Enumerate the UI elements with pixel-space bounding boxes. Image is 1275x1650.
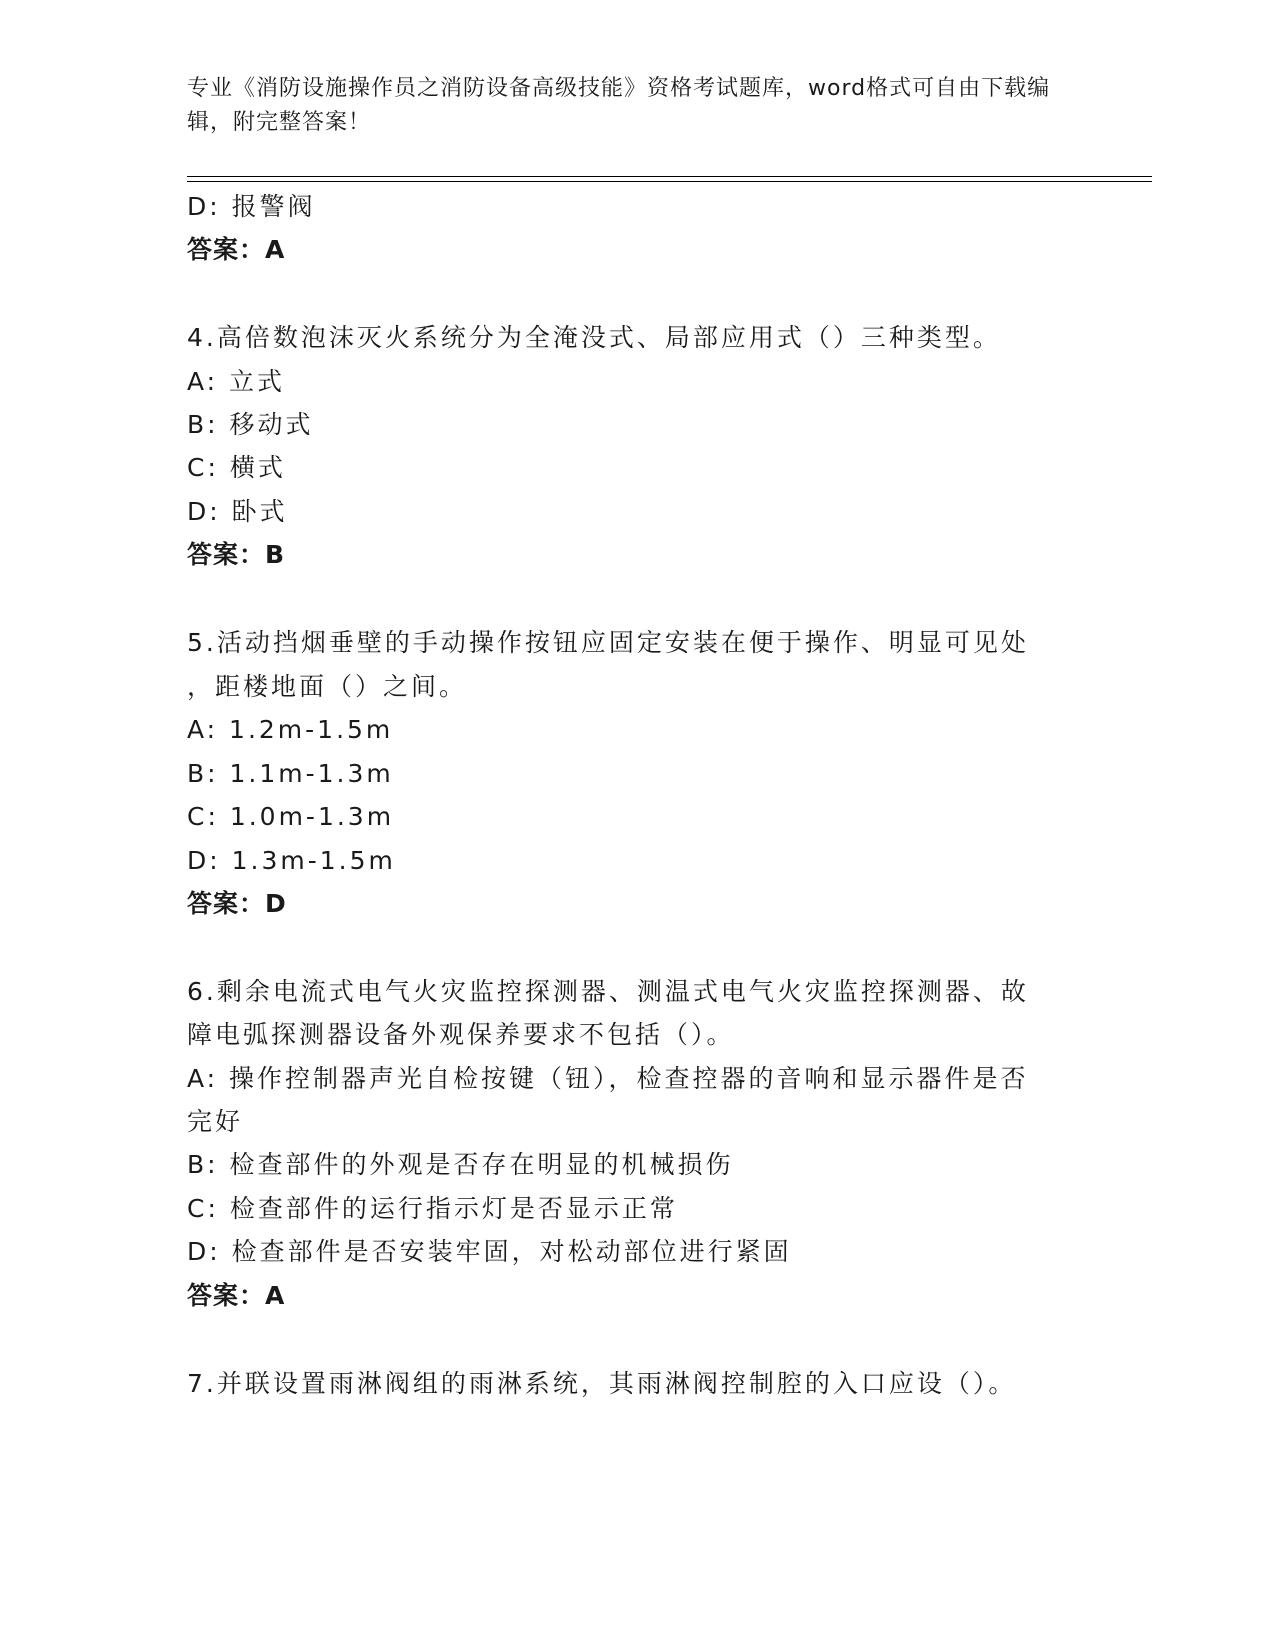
question-5-line1: 5.活动挡烟垂壁的手动操作按钮应固定安装在便于操作、明显可见处 [187, 628, 1029, 657]
q6-answer: 答案：A [187, 1281, 286, 1310]
q4-option-b: B: 移动式 [187, 410, 314, 439]
option-d: D: 报警阀 [187, 192, 316, 221]
q4-option-d: D: 卧式 [187, 497, 288, 526]
question-4: 4.高倍数泡沫灭火系统分为全淹没式、局部应用式（）三种类型。 [187, 323, 1001, 352]
q5-option-c: C: 1.0m-1.3m [187, 802, 395, 831]
q6-option-a-line2: 完好 [187, 1107, 244, 1136]
q4-option-c: C: 横式 [187, 453, 286, 482]
q5-option-b: B: 1.1m-1.3m [187, 759, 394, 788]
q6-option-a-line1: A: 操作控制器声光自检按键（钮），检查控器的音响和显示器件是否 [187, 1064, 1029, 1093]
q6-option-b: B: 检查部件的外观是否存在明显的机械损伤 [187, 1150, 734, 1179]
answer: 答案：A [187, 235, 286, 264]
q6-option-c: C: 检查部件的运行指示灯是否显示正常 [187, 1194, 678, 1223]
q4-answer: 答案：B [187, 540, 286, 569]
q4-option-a: A: 立式 [187, 367, 286, 396]
header-rule-bottom [187, 181, 1152, 182]
document-header: 专业《消防设施操作员之消防设备高级技能》资格考试题库，word格式可自由下载编辑，附完整答案！ [187, 76, 1051, 135]
question-5-line2: ，距楼地面（）之间。 [187, 672, 468, 701]
q5-option-d: D: 1.3m-1.5m [187, 846, 396, 875]
question-6-line1: 6.剩余电流式电气火灾监控探测器、测温式电气火灾监控探测器、故 [187, 977, 1029, 1006]
q5-option-a: A: 1.2m-1.5m [187, 715, 394, 744]
question-7: 7.并联设置雨淋阀组的雨淋系统，其雨淋阀控制腔的入口应设（）。 [187, 1369, 1017, 1398]
header-rule-top [187, 176, 1152, 177]
question-6-line2: 障电弧探测器设备外观保养要求不包括（）。 [187, 1020, 735, 1049]
q6-option-d: D: 检查部件是否安装牢固，对松动部位进行紧固 [187, 1237, 792, 1266]
q5-answer: 答案：D [187, 889, 287, 918]
